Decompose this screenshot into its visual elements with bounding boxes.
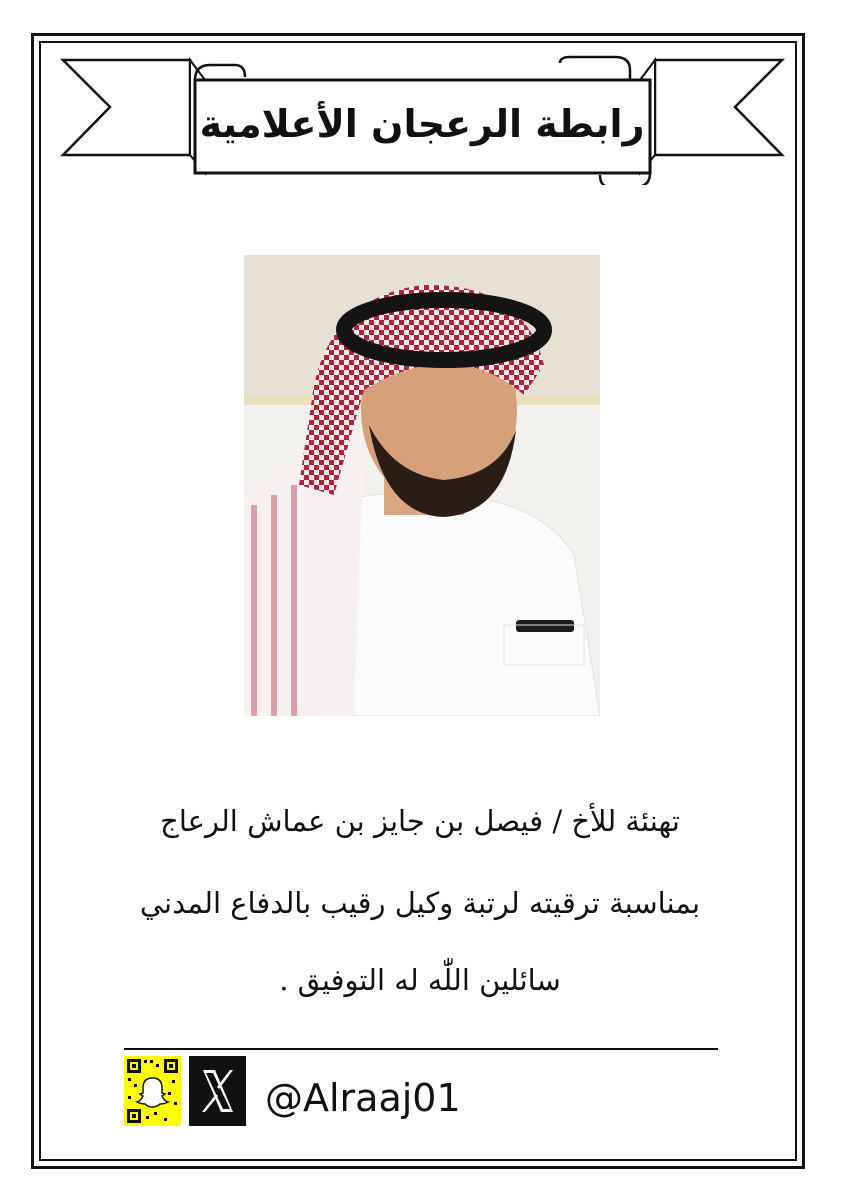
portrait-photo [244,255,600,716]
occasion-line: بمناسبة ترقيته لرتبة وكيل رقيب بالدفاع المدني [139,886,701,920]
page-title: رابطة الرعجان الأعلامية [199,102,645,146]
footer-divider [124,1048,718,1050]
wish-line: سائلين اللّٰه له التوفيق . [279,963,561,997]
snapchat-qr-icon[interactable] [124,1056,181,1126]
social-handle[interactable]: @Alraaj01 [265,1076,461,1120]
x-logo-icon[interactable] [189,1056,246,1126]
greeting-line: تهنئة للأخ / فيصل بن جايز بن عماش الرعاج [160,804,680,838]
